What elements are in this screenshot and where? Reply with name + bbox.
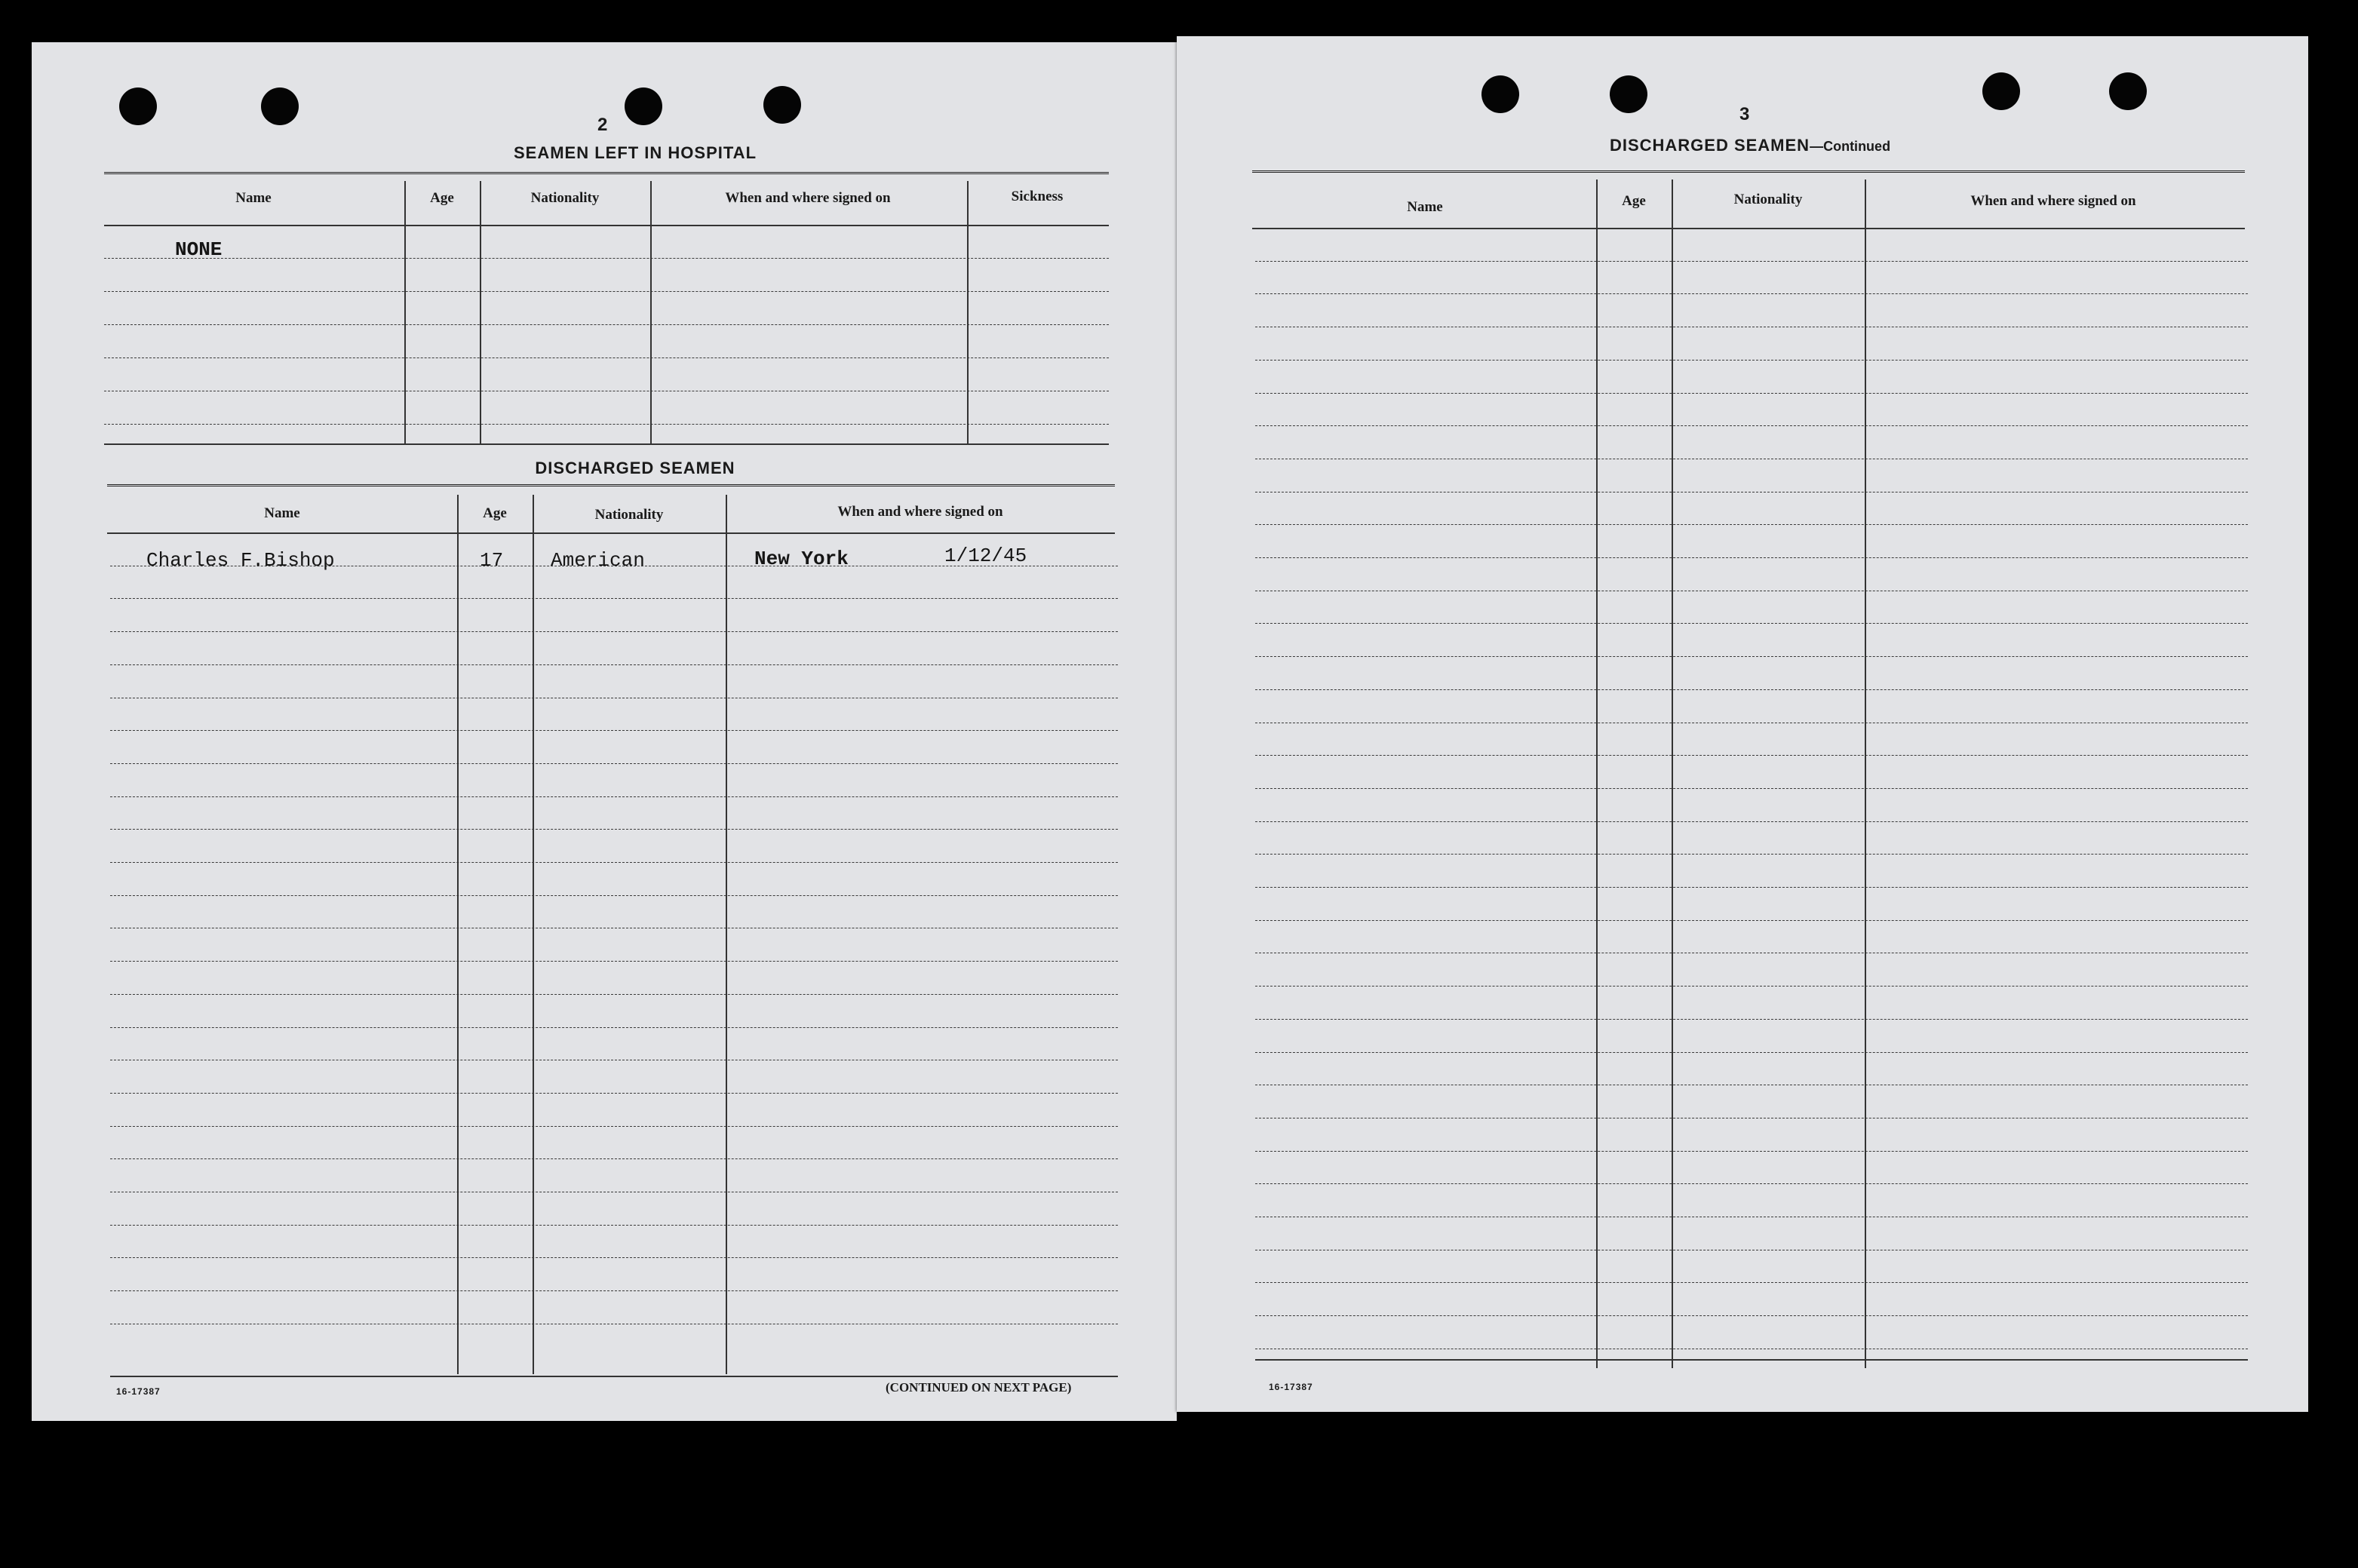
continued-col-signed-on: When and where signed on — [1970, 193, 2136, 209]
rule-line — [104, 443, 1109, 445]
rule-line — [110, 1158, 1118, 1159]
hospital-col-name: Name — [235, 190, 272, 206]
hospital-entry: NONE — [175, 238, 223, 261]
seaman-age: 17 — [480, 549, 504, 572]
hospital-col-sickness: Sickness — [1011, 189, 1064, 204]
continued-col-nationality: Nationality — [1733, 192, 1803, 207]
punch-hole — [261, 87, 299, 125]
rule-line — [1255, 986, 2248, 987]
rule-line — [104, 291, 1109, 292]
hospital-col-signed-on: When and where signed on — [725, 190, 891, 206]
discharged-col-signed-on: When and where signed on — [837, 504, 1003, 520]
discharged-heading: DISCHARGED SEAMEN — [535, 459, 735, 477]
rule-line — [107, 484, 1115, 488]
rule-line — [110, 895, 1118, 896]
rule-line — [1255, 920, 2248, 921]
rule-line — [1255, 360, 2248, 361]
continued-note: (CONTINUED ON NEXT PAGE) — [886, 1380, 1072, 1395]
rule-line — [104, 172, 1109, 176]
rule-line — [110, 796, 1118, 797]
punch-hole — [1982, 72, 2020, 110]
rule-line — [1255, 1359, 2248, 1361]
punch-hole — [763, 86, 801, 124]
page-number: 3 — [1739, 104, 1750, 124]
hospital-col-age: Age — [430, 190, 454, 206]
rule-line — [104, 258, 1109, 259]
rule-line — [1255, 293, 2248, 294]
punch-hole — [2109, 72, 2147, 110]
hospital-heading: SEAMEN LEFT IN HOSPITAL — [513, 143, 757, 162]
discharged-col-age: Age — [483, 505, 507, 521]
rule-line — [110, 1290, 1118, 1291]
seaman-nationality: American — [551, 549, 645, 572]
heading-title: DISCHARGED SEAMEN — [1609, 136, 1810, 155]
rule-line — [1255, 557, 2248, 558]
rule-line — [110, 763, 1118, 764]
rule-line — [1252, 170, 2245, 174]
page-number: 2 — [597, 115, 608, 135]
rule-line — [110, 1376, 1118, 1377]
right-page — [1177, 36, 2308, 1412]
form-number: 16-17387 — [1269, 1382, 1313, 1392]
heading-suffix: —Continued — [1810, 139, 1891, 154]
rule-line — [1255, 854, 2248, 855]
discharged-col-name: Name — [264, 505, 300, 521]
rule-line — [110, 829, 1118, 830]
rule-line — [110, 862, 1118, 863]
rule-line — [1255, 393, 2248, 394]
column-divider — [1596, 180, 1598, 1368]
column-divider — [650, 181, 652, 443]
rule-line — [1255, 689, 2248, 690]
rule-line — [1255, 261, 2248, 262]
discharged-col-nationality: Nationality — [594, 507, 664, 523]
column-divider — [1672, 180, 1673, 1368]
rule-line — [104, 357, 1109, 358]
rule-line — [107, 532, 1115, 534]
rule-line — [110, 1027, 1118, 1028]
column-divider — [1865, 180, 1866, 1368]
rule-line — [1255, 887, 2248, 888]
rule-line — [104, 225, 1109, 226]
seaman-name: Charles F.Bishop — [146, 549, 335, 572]
rule-line — [110, 994, 1118, 995]
seaman-signed-on-place: New York — [754, 548, 849, 570]
rule-line — [110, 598, 1118, 599]
rule-line — [104, 424, 1109, 425]
rule-line — [1255, 1052, 2248, 1053]
column-divider — [533, 495, 534, 1374]
continued-col-name: Name — [1407, 199, 1443, 215]
left-page — [32, 42, 1177, 1421]
rule-line — [1255, 1019, 2248, 1020]
rule-line — [1252, 228, 2245, 229]
column-divider — [457, 495, 459, 1374]
punch-hole — [625, 87, 662, 125]
rule-line — [104, 324, 1109, 325]
rule-line — [1255, 1183, 2248, 1184]
column-divider — [480, 181, 481, 443]
seaman-signed-on-date: 1/12/45 — [944, 545, 1027, 567]
form-number: 16-17387 — [116, 1386, 161, 1397]
rule-line — [110, 631, 1118, 632]
rule-line — [110, 961, 1118, 962]
rule-line — [1255, 623, 2248, 624]
rule-line — [1255, 1282, 2248, 1283]
discharged-continued-heading — [1471, 136, 2029, 155]
rule-line — [1255, 656, 2248, 657]
rule-line — [110, 1126, 1118, 1127]
rule-line — [1255, 425, 2248, 426]
rule-line — [1255, 755, 2248, 756]
rule-line — [110, 1257, 1118, 1258]
rule-line — [1255, 524, 2248, 525]
rule-line — [110, 1093, 1118, 1094]
rule-line — [1255, 1151, 2248, 1152]
column-divider — [404, 181, 406, 443]
rule-line — [110, 664, 1118, 665]
punch-hole — [1481, 75, 1519, 113]
column-divider — [726, 495, 727, 1374]
rule-line — [110, 730, 1118, 731]
continued-col-age: Age — [1622, 193, 1646, 209]
rule-line — [1255, 1315, 2248, 1316]
punch-hole — [1610, 75, 1647, 113]
hospital-col-nationality: Nationality — [530, 190, 600, 206]
column-divider — [967, 181, 969, 443]
rule-line — [1255, 821, 2248, 822]
rule-line — [1255, 788, 2248, 789]
rule-line — [110, 1225, 1118, 1226]
punch-hole — [119, 87, 157, 125]
